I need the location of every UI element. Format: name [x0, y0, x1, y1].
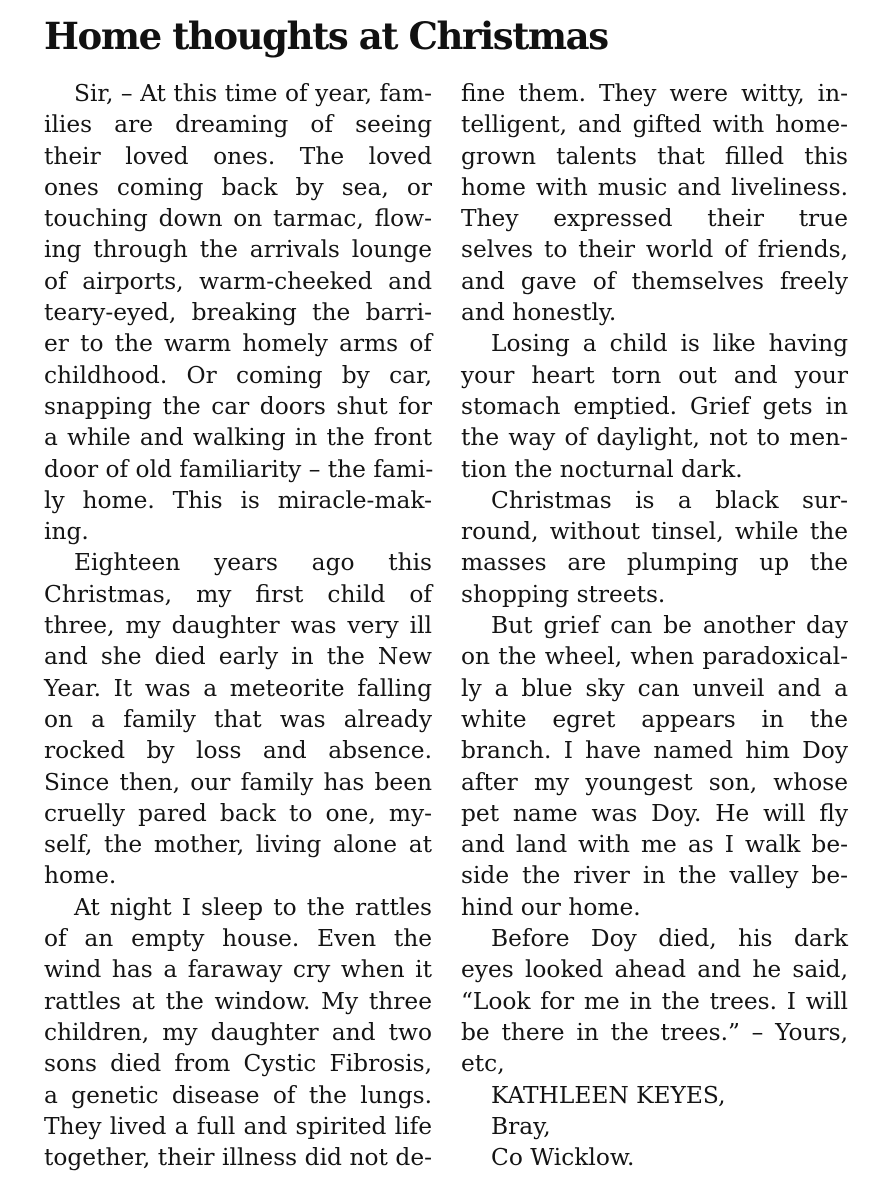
- text-line: the way of daylight, not to men-: [461, 424, 848, 452]
- text-line: They expressed their true: [461, 205, 848, 233]
- text-line: of airports, warm-cheeked and: [44, 267, 432, 295]
- text-line: touching down on tarmac, flow-: [44, 205, 432, 233]
- text-line: together, their illness did not de-: [44, 1144, 432, 1172]
- text-line: round, without tinsel, while the: [461, 518, 848, 546]
- text-line: ilies are dreaming of seeing: [44, 111, 432, 139]
- text-line: three, my daughter was very ill: [44, 612, 432, 640]
- left-column: [44, 78, 432, 1173]
- text-line: er to the warm homely arms of: [44, 330, 432, 358]
- text-line: telligent, and gifted with home-: [461, 111, 848, 139]
- text-line: But grief can be another day: [491, 612, 848, 640]
- text-line: etc,: [461, 1050, 505, 1078]
- text-line: cruelly pared back to one, my-: [44, 799, 432, 827]
- text-line: Christmas, my first child of: [44, 580, 432, 608]
- text-line: Eighteen years ago this: [74, 549, 432, 577]
- right-column-body: [461, 78, 848, 1080]
- text-line: shopping streets.: [461, 580, 666, 608]
- text-line: ing.: [44, 518, 89, 546]
- text-line: branch. I have named him Doy: [461, 737, 848, 765]
- text-line: door of old familiarity – the fami-: [44, 455, 434, 483]
- text-line: snapping the car doors shut for: [44, 392, 432, 420]
- text-line: white egret appears in the: [461, 705, 848, 733]
- right-column: [461, 78, 848, 1173]
- text-line: after my youngest son, whose: [461, 768, 848, 796]
- text-line: side the river in the valley be-: [461, 862, 848, 890]
- text-line: children, my daughter and two: [44, 1018, 432, 1046]
- text-line: a while and walking in the front: [44, 424, 432, 452]
- text-line: ly home. This is miracle-mak-: [44, 486, 432, 514]
- text-line: self, the mother, living alone at: [44, 831, 432, 859]
- text-line: teary-eyed, breaking the barri-: [44, 299, 432, 327]
- text-line: ly a blue sky can unveil and a: [461, 674, 848, 702]
- text-line: selves to their world of friends,: [461, 236, 848, 264]
- text-line: ones coming back by sea, or: [44, 173, 432, 201]
- text-line: and she died early in the New: [44, 643, 432, 671]
- text-line: ing through the arrivals lounge: [44, 236, 432, 264]
- text-line: At night I sleep to the rattles: [74, 893, 432, 921]
- text-line: tion the nocturnal dark.: [461, 455, 743, 483]
- text-line: your heart torn out and your: [461, 361, 848, 389]
- text-line: sons died from Cystic Fibrosis,: [44, 1050, 432, 1078]
- text-line: Since then, our family has been: [44, 768, 432, 796]
- signature-county: Co Wicklow.: [491, 1144, 635, 1172]
- headline: Home thoughts at Christmas: [44, 14, 608, 58]
- text-line: stomach emptied. Grief gets in: [461, 392, 848, 420]
- text-line: wind has a faraway cry when it: [44, 956, 432, 984]
- text-line: grown talents that filled this: [461, 142, 848, 170]
- text-line: Sir, – At this time of year, fam-: [74, 80, 432, 107]
- text-line: masses are plumping up the: [461, 549, 848, 577]
- text-line: and gave of themselves freely: [461, 267, 848, 295]
- text-line: be there in the trees.” – Yours,: [461, 1018, 848, 1046]
- text-line: home with music and liveliness.: [461, 173, 848, 201]
- text-line: their loved ones. The loved: [44, 142, 432, 170]
- signature-town: Bray,: [491, 1112, 551, 1140]
- text-line: Losing a child is like having: [491, 330, 848, 358]
- text-line: Christmas is a black sur-: [491, 486, 848, 514]
- text-line: of an empty house. Even the: [44, 925, 432, 953]
- text-line: They lived a full and spirited life: [44, 1112, 432, 1140]
- text-line: on a family that was already: [44, 705, 432, 733]
- text-line: on the wheel, when paradoxical-: [461, 643, 848, 671]
- text-line: eyes looked ahead and he said,: [461, 956, 848, 984]
- text-line: fine them. They were witty, in-: [461, 80, 848, 107]
- text-line: rattles at the window. My three: [44, 987, 432, 1015]
- text-line: a genetic disease of the lungs.: [44, 1081, 432, 1109]
- text-line: home.: [44, 862, 117, 890]
- text-line: rocked by loss and absence.: [44, 737, 432, 765]
- text-line: and honestly.: [461, 299, 617, 327]
- text-line: hind our home.: [461, 893, 641, 921]
- text-line: childhood. Or coming by car,: [44, 361, 432, 389]
- text-line: “Look for me in the trees. I will: [461, 987, 848, 1015]
- text-line: Year. It was a meteorite falling: [44, 674, 432, 702]
- text-line: Before Doy died, his dark: [491, 925, 848, 953]
- signature-name: KATHLEEN KEYES,: [491, 1081, 726, 1109]
- text-line: pet name was Doy. He will fly: [461, 799, 848, 827]
- text-line: and land with me as I walk be-: [461, 831, 848, 859]
